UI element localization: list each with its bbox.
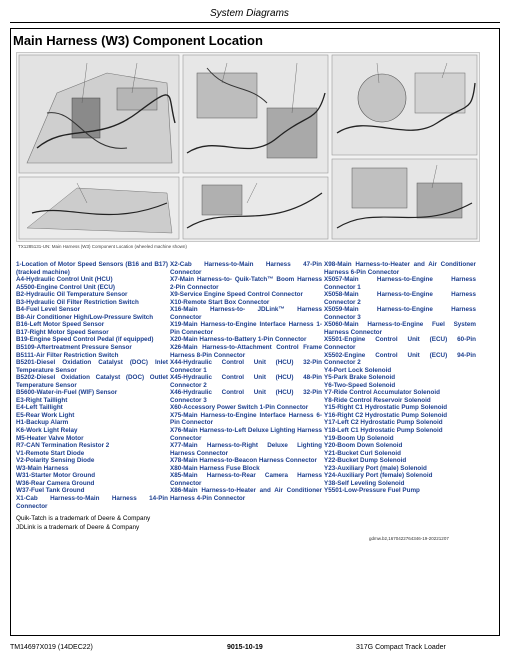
legend-item: X19-Main Harness-to-Engine Interface Harness 1-Pin Connector <box>170 321 322 336</box>
legend-item: X5057-Main Harness-to-Engine Harness Connector 1 <box>324 276 476 291</box>
legend-item: X10-Remote Start Box Connector <box>170 298 270 306</box>
legend-item: Y23-Auxiliary Port (male) Solenoid <box>324 464 427 472</box>
legend-item: X60-Accessory Power Switch 1-Pin Connector <box>170 404 309 412</box>
section-title: System Diagrams <box>210 8 289 19</box>
legend-item: X26-Main Harness-to-Attachment Control Frame Harness 8-Pin Connector <box>170 344 322 359</box>
reference-code: gdmw.b2,1670422764346-19-20221207 <box>369 536 449 541</box>
harness-component-figure <box>16 52 480 242</box>
legend-item: X85-Main Harness-to-Rear Camera Harness Connector <box>170 472 322 487</box>
legend-item: Y4-Port Lock Solenoid <box>324 366 392 374</box>
trademark-note: Quik-Tatch is a trademark of Deere & Company <box>16 515 151 522</box>
legend-item: X78-Main Harness-to-Beacon Harness Connector <box>170 457 317 465</box>
legend-item: X5502-Engine Control Unit (ECU) 94-Pin Connector 2 <box>324 351 476 367</box>
legend-item: V2-Polarity Sensing Diode <box>16 457 95 465</box>
legend-item: X46-Hydraulic Control Unit (HCU) 32-Pin Connector 3 <box>170 389 322 404</box>
legend-item: E4-Left Taillight <box>16 404 63 412</box>
footer-document-id: TM14697X019 (14DEC22) <box>10 644 93 651</box>
legend-item: B8-Air Conditioner High/Low-Pressure Switch <box>16 313 154 321</box>
legend-item: X1-Cab Harness-to-Main Harness 14-Pin Connector <box>16 494 168 510</box>
legend-item: X98-Main Harness-to-Heater and Air Conditioner Harness 6-Pin Connector <box>324 261 476 276</box>
legend-item: Y5501-Low-Pressure Fuel Pump <box>324 487 420 495</box>
legend-item: A5500-Engine Control Unit (ECU) <box>16 283 116 291</box>
legend-item: X5060-Main Harness-to-Engine Fuel System Harness Connector <box>324 321 476 336</box>
page-title: Main Harness (W3) Component Location <box>13 33 263 48</box>
legend-item: X45-Hydraulic Control Unit (HCU) 48-Pin Connector 2 <box>170 374 322 389</box>
legend-item: X5058-Main Harness-to-Engine Harness Connector 2 <box>324 291 476 306</box>
legend-item: B5111-Air Filter Restriction Switch <box>16 351 119 359</box>
legend-item: X20-Main Harness-to-Battery 1-Pin Connector <box>170 336 307 344</box>
legend-column-3 <box>324 261 476 495</box>
legend-item: Y18-Left C1 Hydrostatic Pump Solenoid <box>324 427 443 435</box>
legend-item: Y21-Bucket Curl Solenoid <box>324 449 401 457</box>
legend-item: Y6-Two-Speed Solenoid <box>324 381 396 389</box>
legend-item: Y7-Ride Control Accumulator Solenoid <box>324 389 440 397</box>
figure-caption: TX1285131-UN: Main Harness (W3) Component Location (wheeled machine shown) <box>18 244 187 249</box>
legend-item: Y38-Self Leveling Solenoid <box>324 479 405 487</box>
legend-item: E3-Right Taillight <box>16 396 68 404</box>
legend-item: B5202-Diesel Oxidation Catalyst (DOC) Outlet Temperature Sensor <box>16 374 168 389</box>
legend-item: X77-Main Harness-to-Right Deluxe Lighting Harness Connector <box>170 442 322 457</box>
legend-item: R7-CAN Termination Resistor 2 <box>16 442 110 450</box>
legend-item: X86-Main Harness-to-Heater and Air Conditioner Harness 4-Pin Connector <box>170 487 322 502</box>
legend-item: W3-Main Harness <box>16 464 69 472</box>
legend-item: B2-Hydraulic Oil Temperature Sensor <box>16 291 128 299</box>
legend-item: K6-Work Light Relay <box>16 427 78 435</box>
legend-item: W37-Fuel Tank Ground <box>16 487 85 495</box>
legend-item: E5-Rear Work Light <box>16 411 75 419</box>
legend-item: X7-Main Harness-to- Quik-Tatch™ Boom Harness 2-Pin Connector <box>170 276 322 291</box>
legend-item: X80-Main Harness Fuse Block <box>170 464 260 472</box>
trademark-note: JDLink is a trademark of Deere & Company <box>16 524 140 531</box>
page-header <box>10 8 500 23</box>
legend-item: B5600-Water-in-Fuel (WIF) Sensor <box>16 389 118 397</box>
legend-item: X44-Hydraulic Control Unit (HCU) 32-Pin Connector 1 <box>170 359 322 374</box>
legend-item: A4-Hydraulic Control Unit (HCU) <box>16 276 113 284</box>
legend-item: Y24-Auxiliary Port (female) Solenoid <box>324 472 433 480</box>
legend-item: W36-Rear Camera Ground <box>16 479 95 487</box>
legend-item: X76-Main Harness-to-Left Deluxe Lighting Harness Connector <box>170 427 322 442</box>
footer-page-number: 9015-10-19 <box>227 644 263 651</box>
legend-item: X5059-Main Harness-to-Engine Harness Connector 3 <box>324 306 476 321</box>
footer-machine-model: 317G Compact Track Loader <box>356 644 446 651</box>
legend-item: Y16-Right C2 Hydrostatic Pump Solenoid <box>324 411 448 419</box>
legend-item: V1-Remote Start Diode <box>16 449 85 457</box>
legend-item: W31-Starter Motor Ground <box>16 472 96 480</box>
legend-column-1 <box>16 261 168 510</box>
legend-item: B5201-Diesel Oxidation Catalyst (DOC) Inlet Temperature Sensor <box>16 359 168 374</box>
legend-item: 1-Location of Motor Speed Sensors (B16 and B17) (tracked machine) <box>16 261 168 276</box>
legend-item: X5501-Engine Control Unit (ECU) 60-Pin Connector <box>324 336 476 352</box>
legend-item: M5-Heater Valve Motor <box>16 434 84 442</box>
legend-item: B17-Right Motor Speed Sensor <box>16 328 109 336</box>
legend-item: B16-Left Motor Speed Sensor <box>16 321 105 329</box>
legend-item: Y19-Boom Up Solenoid <box>324 434 394 442</box>
legend-item: Y22-Bucket Dump Solenoid <box>324 457 407 465</box>
legend-item: B4-Fuel Level Sensor <box>16 306 81 314</box>
legend-item: H1-Backup Alarm <box>16 419 69 427</box>
legend-item: X9-Service Engine Speed Control Connector <box>170 291 303 299</box>
legend-column-2 <box>170 261 322 503</box>
legend-item: Y8-Ride Control Reservoir Solenoid <box>324 396 431 404</box>
legend-item: B5109-Aftertreatment Pressure Sensor <box>16 344 132 352</box>
legend-item: B19-Engine Speed Control Pedal (if equipped) <box>16 336 154 344</box>
legend-item: X2-Cab Harness-to-Main Harness 47-Pin Connector <box>170 261 322 276</box>
harness-illustration <box>17 53 479 241</box>
legend-item: X16-Main Harness-to- JDLink™ Harness Connector <box>170 306 322 321</box>
legend-item: B3-Hydraulic Oil Filter Restriction Switch <box>16 298 139 306</box>
legend-item: Y5-Park Brake Solenoid <box>324 374 396 382</box>
legend-item: X75-Main Harness-to-Engine Interface Harness 6-Pin Connector <box>170 411 322 427</box>
legend-item: Y17-Left C2 Hydrostatic Pump Solenoid <box>324 419 443 427</box>
legend-item: Y20-Boom Down Solenoid <box>324 442 403 450</box>
legend-item: Y15-Right C1 Hydrostatic Pump Solenoid <box>324 404 448 412</box>
